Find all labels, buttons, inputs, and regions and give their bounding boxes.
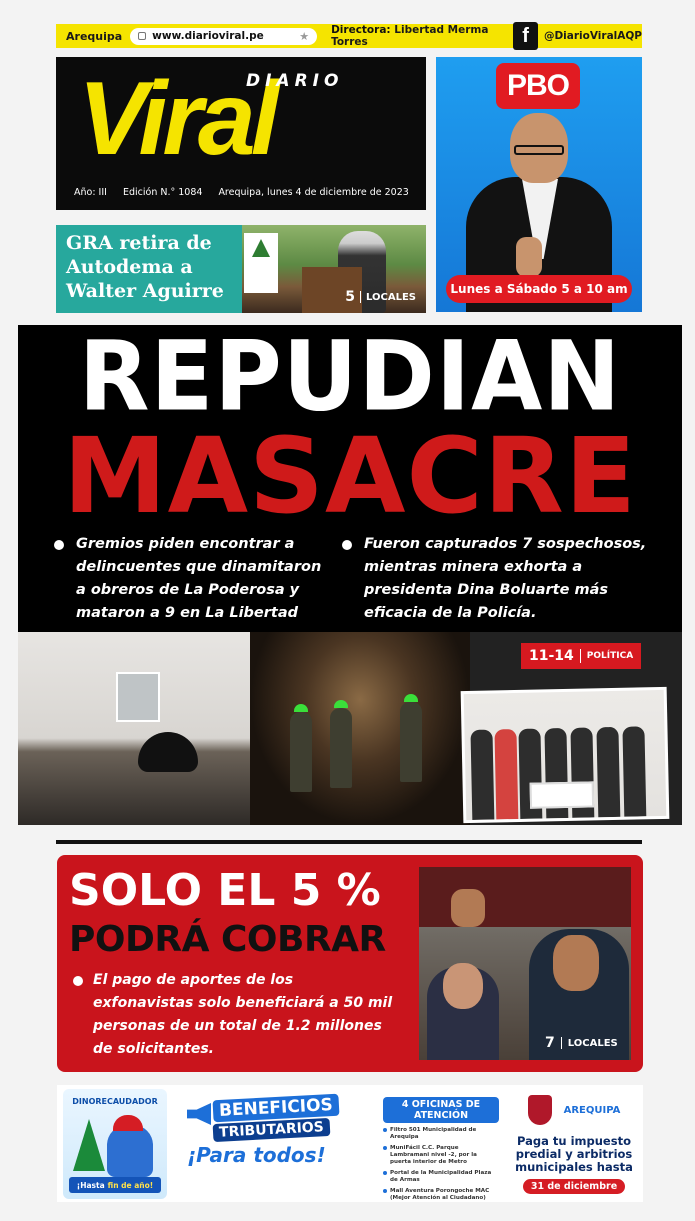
office-item: Filtro 501 Municipalidad de Arequipa (383, 1127, 499, 1141)
pay-text: Paga tu impuesto predial y arbitrios municipales hasta (515, 1134, 633, 1174)
main-story[interactable] (18, 325, 682, 633)
divider (561, 1037, 562, 1049)
second-page-tag (545, 1035, 618, 1051)
edition-meta (74, 187, 409, 198)
municipality-logos (509, 1091, 639, 1129)
christmas-tree-icon (73, 1119, 105, 1171)
raised-fist (451, 889, 485, 927)
teaser-page-tag (345, 289, 416, 305)
suspect-figure (494, 729, 518, 819)
teaser-headline: GRA retira de Autodema a Walter Aguirre (66, 232, 224, 302)
pbo-schedule: Lunes a Sábado 5 a 10 am (446, 275, 632, 303)
helmet-icon (404, 694, 418, 702)
benefits-block (187, 1097, 383, 1167)
autodema-logo (244, 233, 278, 293)
evidence-table (530, 781, 595, 808)
logo-diario: DIARIO (246, 71, 344, 91)
top-info-bar (56, 24, 642, 48)
santa-hat-icon (113, 1115, 143, 1131)
director-label: Directora: (331, 24, 391, 36)
photo-suspects-lineup (461, 687, 670, 823)
edition-date: Arequipa, lunes 4 de diciembre de 2023 (218, 187, 409, 198)
helmet-icon (294, 704, 308, 712)
second-headline-line2: PODRÁ COBRAR (69, 919, 386, 960)
director-credit (331, 24, 505, 48)
main-pages: 11-14 (529, 648, 574, 664)
pbo-logo: PBO (496, 63, 580, 109)
suspect-figure (622, 726, 646, 816)
host-hand (516, 237, 542, 277)
url-text: www.diarioviral.pe (152, 30, 264, 42)
protester-woman-face (443, 963, 483, 1009)
office-item: Mall Aventura Porongoche MAC (Mejor Atención al Ciudadano) (383, 1188, 499, 1202)
dinorecaudador-panel (63, 1089, 167, 1199)
offices-list (383, 1127, 499, 1202)
protester-face (553, 935, 599, 991)
photo-protesters (419, 867, 631, 1060)
window (116, 672, 160, 722)
main-section: POLÍTICA (586, 651, 634, 661)
benefits-line1: BENEFICIOS (213, 1094, 340, 1123)
rescuer-figure (290, 712, 312, 792)
section-divider (56, 840, 642, 844)
second-page-number: 7 (545, 1035, 555, 1051)
office-item: Portal de la Municipalidad Plaza de Armas (383, 1170, 499, 1184)
facebook-icon[interactable]: f (513, 22, 538, 50)
teaser-story[interactable] (56, 225, 426, 313)
main-story-photos (18, 632, 682, 825)
edition-number: Edición N.° 1084 (122, 187, 203, 198)
dino-footer (69, 1177, 161, 1193)
main-headline-line1: REPUDIAN (78, 325, 622, 433)
coat-of-arms-icon (528, 1095, 552, 1125)
logo-viral: Viral (78, 61, 275, 177)
office-item: MuniFácil C.C. Parque Lambramani nivel -2, por la puerta interior de Metro (383, 1145, 499, 1166)
photo-mine-tunnel (250, 632, 470, 825)
arequipa-logo: AREQUIPA (563, 1104, 621, 1116)
dino-title: DINORECAUDADOR (72, 1097, 158, 1106)
divider (360, 291, 361, 303)
municipality-block (509, 1091, 639, 1194)
main-headline-line2: MASACRE (63, 415, 637, 537)
main-page-tag (521, 643, 641, 669)
rescuer-figure (400, 702, 422, 782)
director-name: Libertad Merma Torres (331, 24, 489, 48)
helmet-icon (334, 700, 348, 708)
star-icon: ★ (299, 29, 310, 43)
dino-footer-a: ¡Hasta (76, 1180, 105, 1190)
benefits-line2: TRIBUTARIOS (213, 1118, 331, 1142)
suspect-figure (470, 730, 494, 820)
second-story[interactable] (57, 855, 643, 1072)
main-bullet-2: Fueron capturados 7 sospechosos, mientras minera exhorta a presidenta Dina Boluarte más eficacia de la Policía. (364, 533, 664, 625)
masthead (56, 57, 426, 210)
suspect-figure (596, 727, 620, 817)
divider (580, 649, 581, 663)
facebook-handle[interactable]: @DiarioViralAQP (543, 30, 642, 42)
photo-crime-scene (18, 632, 250, 825)
dino-mascot-icon (107, 1125, 153, 1177)
lock-icon (138, 32, 146, 40)
second-section: LOCALES (567, 1037, 618, 1049)
body-bag (138, 732, 198, 772)
dino-footer-b: fin de año! (107, 1180, 154, 1190)
municipal-tax-ad[interactable] (57, 1085, 643, 1202)
megaphone-icon (187, 1103, 211, 1125)
city-label: Arequipa (66, 29, 123, 43)
edition-year: Año: III (74, 187, 107, 198)
offices-block (383, 1097, 499, 1202)
website-url[interactable] (130, 28, 317, 45)
deadline-badge: 31 de diciembre (523, 1179, 625, 1194)
teaser-page-number: 5 (345, 289, 355, 305)
second-headline-line1: SOLO EL 5 % (69, 865, 381, 916)
benefits-line3: ¡Para todos! (187, 1143, 326, 1167)
host-glasses (514, 145, 564, 155)
main-bullet-1: Gremios piden encontrar a delincuentes que dinamitaron a obreros de La Poderosa y mataron a 9 en La Libertad (76, 533, 336, 625)
second-story-body: El pago de aportes de los exfonavistas solo beneficiará a 50 mil personas de un total de 1.2 millones de solicitantes. (93, 969, 393, 1061)
teaser-section: LOCALES (366, 291, 416, 303)
rescuer-figure (330, 708, 352, 788)
pbo-radio-ad[interactable] (436, 57, 642, 312)
offices-title: 4 OFICINAS DE ATENCIÓN (383, 1097, 499, 1123)
